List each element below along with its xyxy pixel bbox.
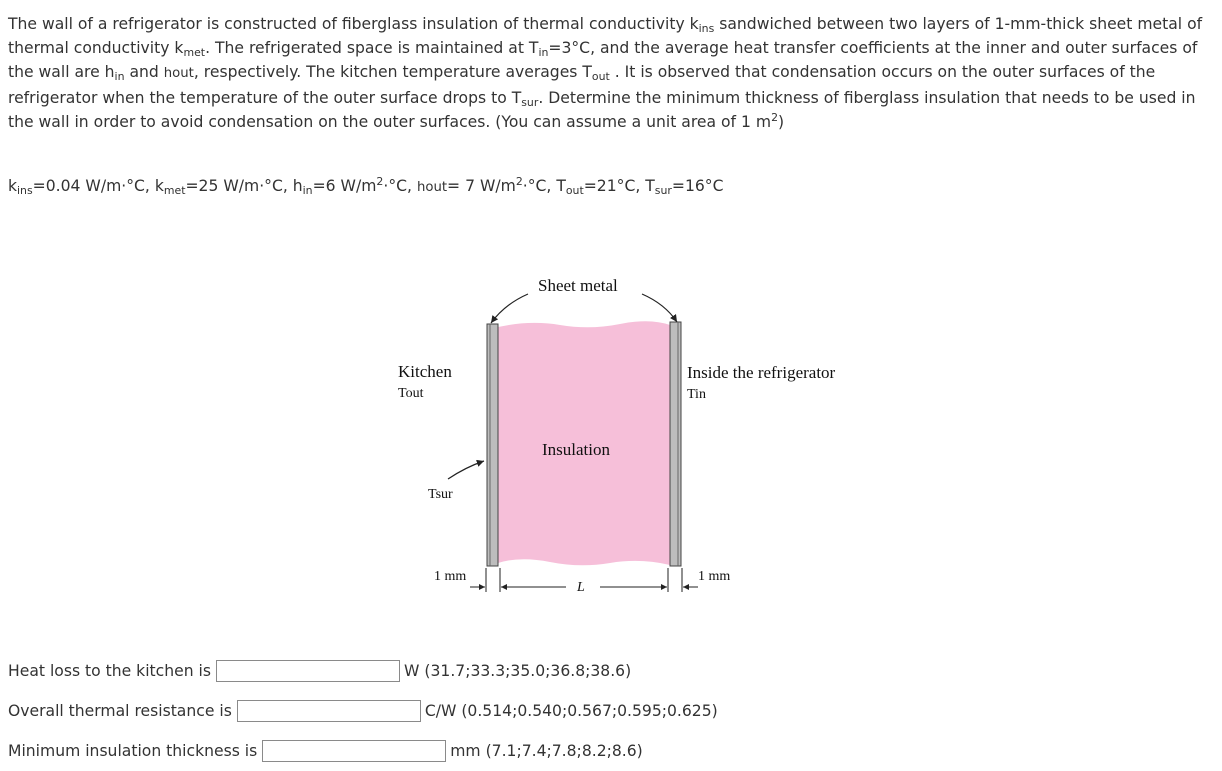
length-label: L	[577, 580, 585, 595]
sheet-metal-pointer-left	[491, 294, 528, 323]
tsur-pointer	[448, 461, 484, 479]
given-values: $k_{ins}=0.04$ W/m·°C, $k_{met}=25$ W/m·°C, $h_{in}=6$ $W/m^2\cdot^\circ C$, hout= 7 $W/m^2\cdot^\circ C$, $T_{out}=21^\circ C$, $T_{sur}=16^\circ C$	[8, 175, 724, 197]
heat-loss-unit: W (31.7;33.3;35.0;36.8;38.6)	[404, 662, 632, 680]
heat-loss-input[interactable]	[216, 660, 400, 682]
left-sheet-metal	[487, 324, 498, 566]
heat-loss-label: Heat loss to the kitchen is	[8, 662, 212, 680]
resistance-label: Overall thermal resistance is	[8, 702, 232, 720]
tout-label: Tout	[398, 386, 424, 401]
resistance-input[interactable]	[237, 700, 421, 722]
sheet-metal-pointer-right	[642, 294, 677, 322]
insulation-label: Insulation	[542, 440, 610, 459]
mm-left-label: 1 mm	[434, 569, 467, 584]
wall-diagram-graphic	[380, 262, 880, 612]
answer-row-heat-loss	[8, 659, 631, 683]
mm-right-label: 1 mm	[698, 569, 731, 584]
tsur-label: Tsur	[428, 487, 453, 502]
resistance-unit: C/W (0.514;0.540;0.567;0.595;0.625)	[424, 702, 718, 720]
thickness-input[interactable]	[262, 740, 446, 762]
wall-diagram	[380, 262, 880, 612]
kitchen-label: Kitchen	[398, 362, 452, 381]
problem-statement: The wall of a refrigerator is constructed of fiberglass insulation of thermal conductivity $k_{ins}$ sandwiched between two layers of 1-mm-thick sheet metal of thermal conductivity $k_{met}$. The refrigerated space is maintained at $T_{in}=3^\circ C$, and the average heat transfer coefficients at the inner and outer surfaces of the wall are $h_{in}$ and hout, respectively. The kitchen temperature averages $T_{out}$ . It is observed that condensation occurs on the outer surfaces of the refrigerator when the temperature of the outer surface drops to $T_{sur}$. Determine the minimum thickness of fiberglass insulation that needs to be used in the wall in order to avoid condensation on the outer surfaces. (You can assume a unit area of 1 $m^2$)	[8, 15, 1203, 131]
thickness-label: Minimum insulation thickness is	[8, 742, 258, 760]
inside-refrigerator-label: Inside the refrigerator	[687, 363, 836, 382]
tin-label: Tin	[687, 387, 706, 402]
answer-row-resistance	[8, 699, 718, 723]
answer-row-thickness	[8, 739, 643, 763]
right-sheet-metal	[670, 322, 681, 566]
sheet-metal-label: Sheet metal	[538, 276, 618, 295]
thickness-unit: mm (7.1;7.4;7.8;8.2;8.6)	[450, 742, 643, 760]
